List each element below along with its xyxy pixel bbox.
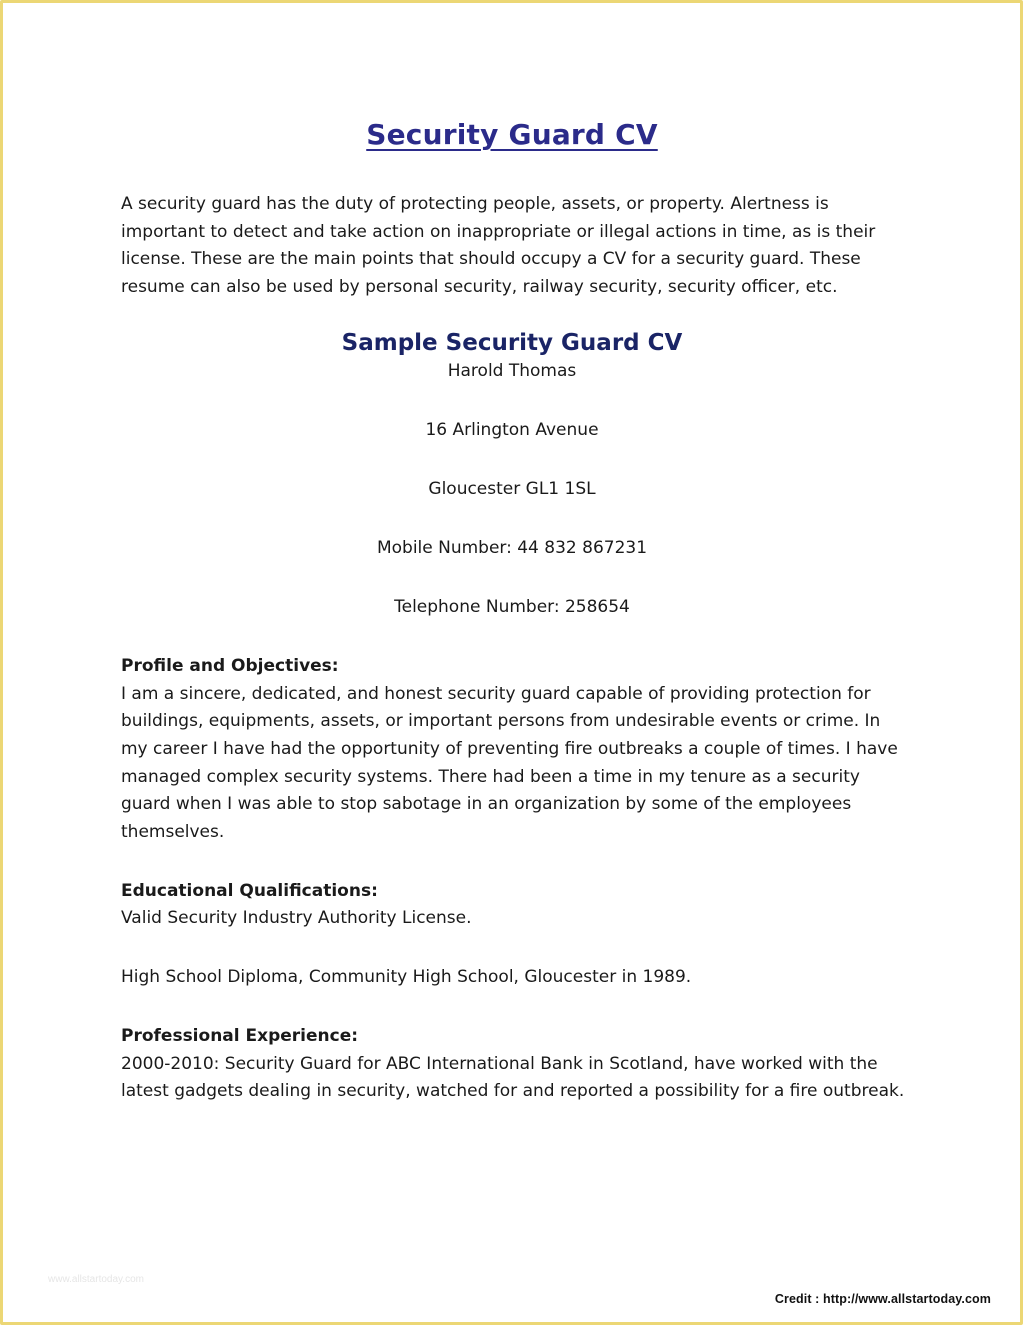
- contact-block: [121, 358, 903, 653]
- experience-section: [121, 1023, 911, 1106]
- experience-heading: Professional Experience:: [121, 1025, 359, 1046]
- sample-cv-heading: Sample Security Guard CV: [341, 329, 683, 356]
- profile-section: [121, 653, 911, 847]
- intro-paragraph: A security guard has the duty of protecting people, assets, or property. Alertness is important to detect and take action on inappropriate or illegal actions in time, as is their license. These are the main points that should occupy a CV for a security guard. These resume can also be used by personal security, railway security, security officer, etc.: [121, 194, 876, 298]
- document-body: [121, 118, 911, 1106]
- candidate-name: Harold Thomas: [447, 360, 577, 381]
- mobile-number: Mobile Number: 44 832 867231: [376, 537, 648, 558]
- education-section: [121, 878, 911, 992]
- profile-text: I am a sincere, dedicated, and honest security guard capable of providing protection for buildings, equipments, assets, or important persons from undesirable events or crime. In my career I have had the opportunity of preventing fire outbreaks a couple of times. I have managed complex security systems. There had been a time in my tenure as a security guard when I was able to stop sabotage in an organization by some of the employees themselves.: [121, 683, 898, 843]
- education-item-license: Valid Security Industry Authority License.: [121, 908, 472, 929]
- education-heading: Educational Qualifications:: [121, 880, 378, 901]
- experience-text: 2000-2010: Security Guard for ABC International Bank in Scotland, have worked with the latest gadgets dealing in security, watched for and reported a possibility for a fire outbreak.: [121, 1053, 905, 1102]
- telephone-number: Telephone Number: 258654: [394, 596, 630, 617]
- credit-link[interactable]: Credit : http://www.allstartoday.com: [774, 1292, 991, 1306]
- address-line-2: Gloucester GL1 1SL: [428, 478, 596, 499]
- document-title: Security Guard CV: [366, 118, 658, 151]
- education-item-diploma: High School Diploma, Community High School, Gloucester in 1989.: [121, 967, 692, 988]
- watermark-text: www.allstartoday.com: [48, 1274, 144, 1285]
- profile-heading: Profile and Objectives:: [121, 655, 339, 676]
- address-line-1: 16 Arlington Avenue: [425, 419, 599, 440]
